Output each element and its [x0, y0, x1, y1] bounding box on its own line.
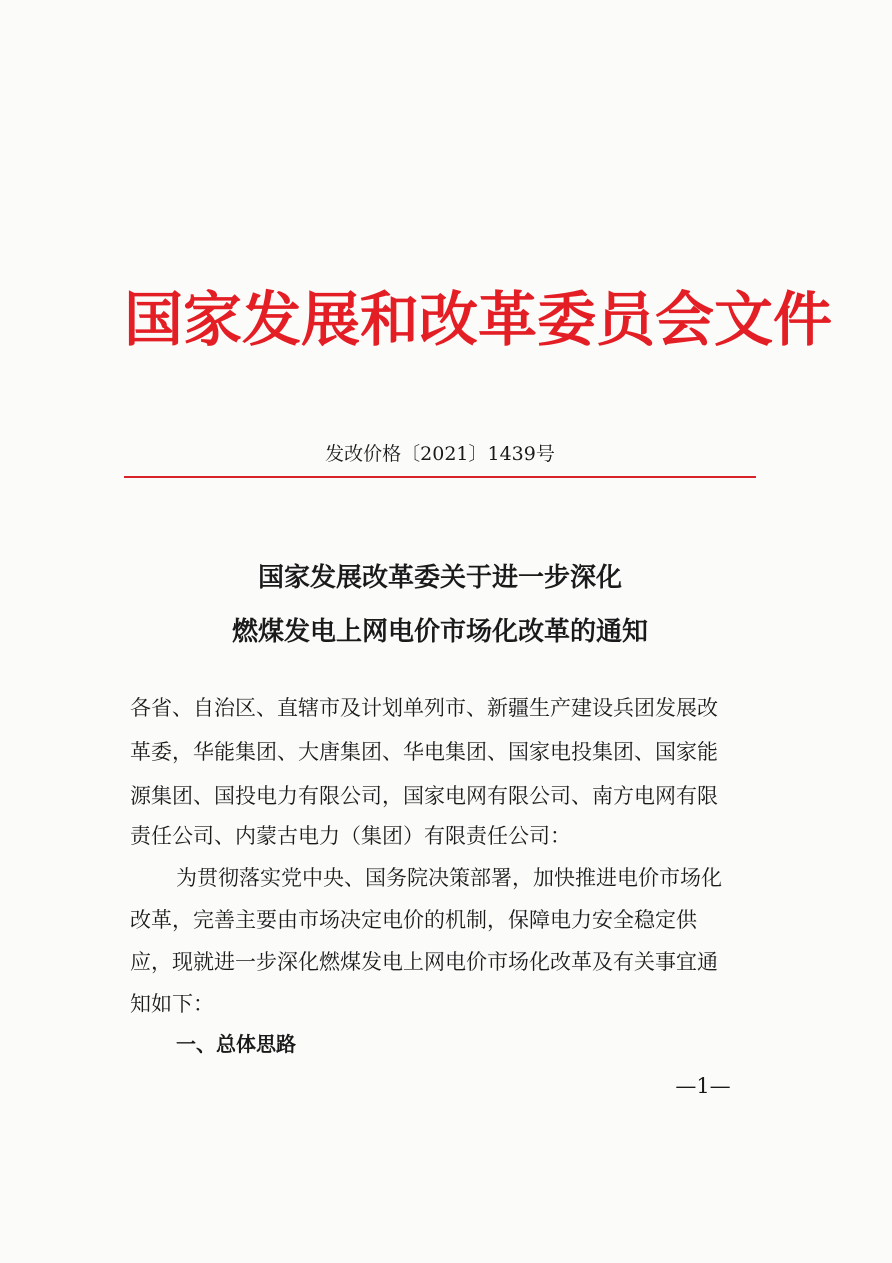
notice-title-line-2: 燃煤发电上网电价市场化改革的通知	[231, 617, 648, 647]
intro-line-2: 改革，完善主要由市场决定电价的机制，保障电力安全稳定供	[130, 908, 697, 932]
section-heading-1: 一、总体思路	[176, 1032, 296, 1056]
addressee-line-1: 各省、自治区、直辖市及计划单列市、新疆生产建设兵团发展改	[130, 696, 718, 720]
issuer-header-title: 国家发展和改革委员会文件	[124, 285, 833, 354]
document-number: 发改价格〔2021〕1439号	[325, 443, 555, 465]
intro-line-4: 知如下：	[130, 992, 214, 1016]
page-number: —1—	[675, 1074, 731, 1098]
addressee-line-4: 责任公司、内蒙古电力（集团）有限责任公司：	[130, 824, 571, 848]
intro-line-1: 为贯彻落实党中央、国务院决策部署，加快推进电价市场化	[176, 866, 722, 890]
notice-title-line-1: 国家发展改革委关于进一步深化	[257, 563, 622, 593]
addressee-line-2: 革委，华能集团、大唐集团、华电集团、国家电投集团、国家能	[130, 740, 718, 764]
addressee-line-3: 源集团、国投电力有限公司，国家电网有限公司、南方电网有限	[130, 784, 718, 808]
intro-line-3: 应，现就进一步深化燃煤发电上网电价市场化改革及有关事宜通	[130, 950, 718, 974]
red-divider-line	[124, 476, 756, 478]
